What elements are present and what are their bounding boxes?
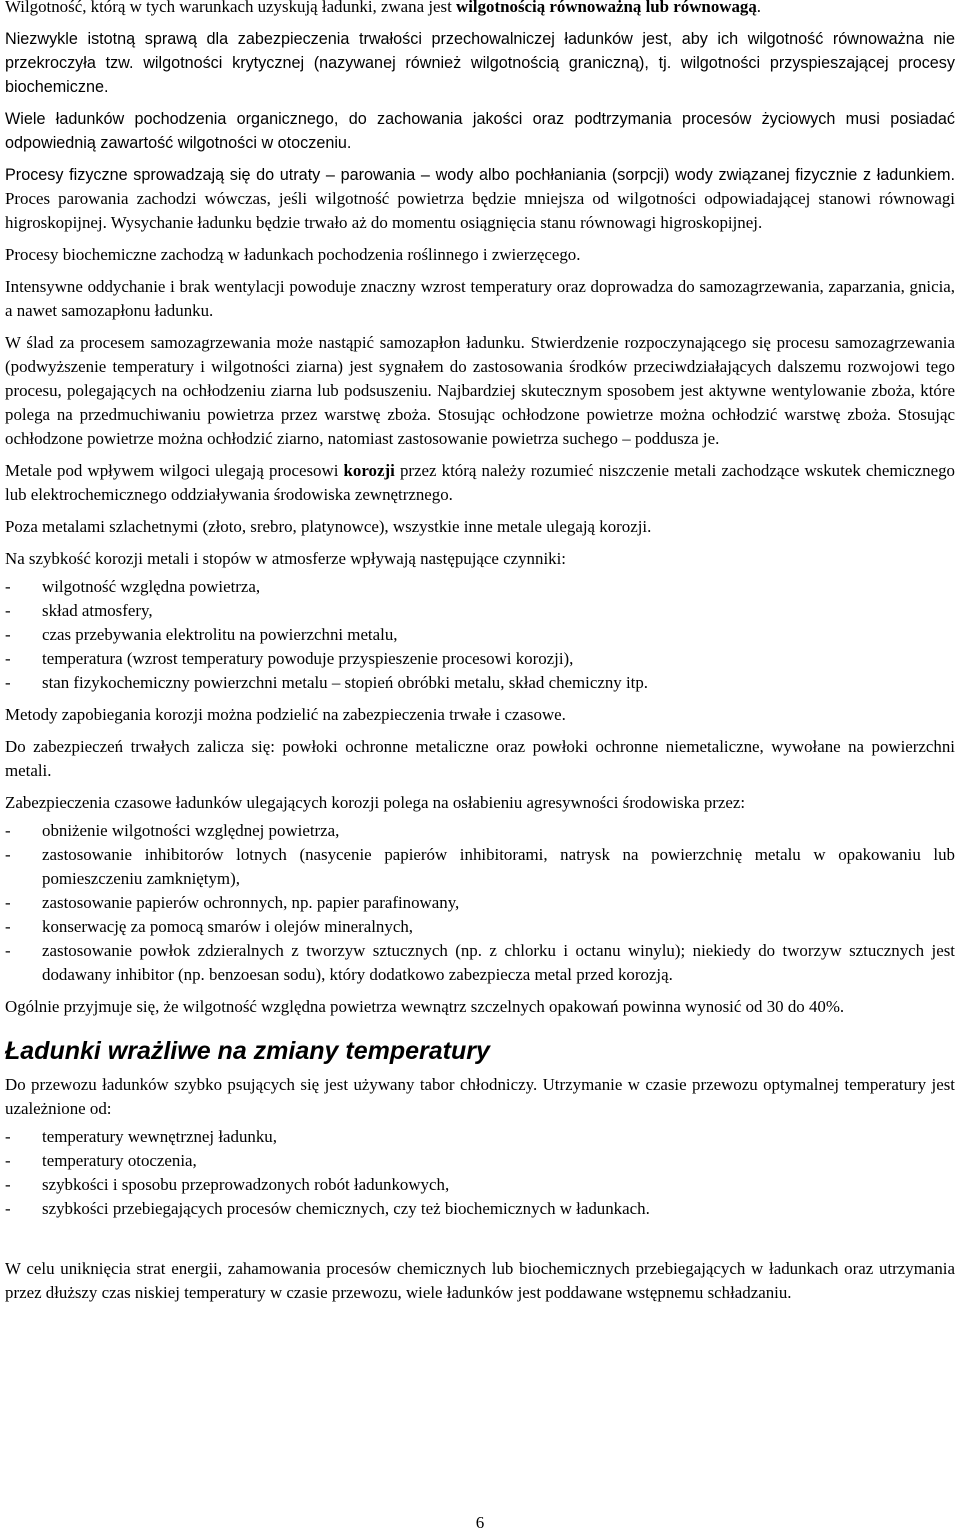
list-dash: - bbox=[5, 917, 11, 936]
paragraph-critical-moisture: Niezwykle istotną sprawą dla zabezpieczenia trwałości przechowalniczej ładunków jest, aby ich wilgotność równoważna nie przekroczyła tzw. wilgotności krytycznej (nazywanej również wilgotnością graniczną), tj. wilgotności przyspieszającej procesy biochemiczne. bbox=[5, 30, 955, 96]
paragraph-precooling: W celu uniknięcia strat energii, zahamowania procesów chemicznych lub biochemicznych przebiegających w ładunkach oraz utrzymania przez dłuższy czas niskiej temperatury w czasie przewozu, wiele ładunków jest poddawane wstępnemu schładzaniu. bbox=[5, 1259, 955, 1302]
paragraph-prevention-methods: Metody zapobiegania korozji można podzielić na zabezpieczenia trwałe i czasowe. bbox=[5, 705, 566, 724]
list-dash: - bbox=[5, 845, 11, 864]
list-item-text: obniżenie wilgotności względnej powietrza, bbox=[42, 821, 340, 840]
list-item-text: temperatura (wzrost temperatury powoduje przyspieszenie procesowi korozji), bbox=[42, 649, 574, 668]
paragraph-corrosion-definition bbox=[5, 459, 955, 507]
list-item bbox=[5, 599, 955, 623]
paragraph-organic-cargo: Wiele ładunków pochodzenia organicznego, do zachowania jakości oraz podtrzymania procesów życiowych musi posiadać odpowiednią zawartość wilgotności w otoczeniu. bbox=[5, 110, 955, 152]
list-dash: - bbox=[5, 649, 11, 668]
list-dash: - bbox=[5, 673, 11, 692]
list-item bbox=[5, 623, 955, 647]
list-dash: - bbox=[5, 893, 11, 912]
list-temporary-protection bbox=[5, 819, 955, 987]
paragraph-biochemical-processes: Procesy biochemiczne zachodzą w ładunkach pochodzenia roślinnego i zwierzęcego. bbox=[5, 245, 581, 264]
paragraph-respiration: Intensywne oddychanie i brak wentylacji powoduje znaczny wzrost temperatury oraz doprowadza do samozagrzewania, zaparzania, gnicia, a nawet samozapłonu ładunku. bbox=[5, 277, 955, 320]
list-item bbox=[5, 1197, 955, 1221]
list-item bbox=[5, 939, 955, 987]
list-item-text: szybkości przebiegających procesów chemicznych, czy też biochemicznych w ładunkach. bbox=[42, 1199, 650, 1218]
list-item bbox=[5, 915, 955, 939]
list-item-text: wilgotność względna powietrza, bbox=[42, 577, 261, 596]
paragraph-noble-metals: Poza metalami szlachetnymi (złoto, srebro, platynowce), wszystkie inne metale ulegają korozji. bbox=[5, 517, 652, 536]
paragraph-permanent-protection: Do zabezpieczeń trwałych zalicza się: powłoki ochronne metaliczne oraz powłoki ochronne niemetaliczne, wywołane na powierzchni metali. bbox=[5, 737, 955, 780]
paragraph-text: Metale pod wpływem wilgoci ulegają procesowi bbox=[5, 461, 344, 480]
list-item-text: szybkości i sposobu przeprowadzonych robót ładunkowych, bbox=[42, 1175, 450, 1194]
paragraph-self-heating: W ślad za procesem samozagrzewania może nastąpić samozapłon ładunku. Stwierdzenie rozpoczynającego się procesu samozagrzewania (podwyższenie temperatury i wilgotności ziarna) jest sygnałem do zastosowania środków przeciwdziałających dalszemu rozwojowi tego procesu, polegających na ochłodzeniu ziarna lub podsuszeniu. Najbardziej skutecznym sposobem jest aktywne wentylowanie zboża, które polega na przedmuchiwaniu powietrza przez warstwę zboża. Stosując ochłodzone powietrze można ochłodzić warstwę zboża. Stosując ochłodzone powietrze można ochłodzić ziarno, natomiast zastosowanie powietrza suchego – poddusza je. bbox=[5, 333, 955, 448]
list-item bbox=[5, 1149, 955, 1173]
paragraph-text: . bbox=[756, 0, 762, 16]
list-dash: - bbox=[5, 941, 11, 960]
paragraph-text: Proces parowania zachodzi wówczas, jeśli wilgotność powietrza będzie mniejsza od wilgotności odpowiadającej stanowi równowagi higroskopijnej. Wysychanie ładunku będzie trwało aż do momentu osiągnięcia stanu równowagi higroskopijnej. bbox=[5, 189, 955, 232]
list-item bbox=[5, 819, 955, 843]
list-item-text: konserwację za pomocą smarów i olejów mineralnych, bbox=[42, 917, 413, 936]
list-dash: - bbox=[5, 577, 11, 596]
list-item bbox=[5, 1173, 955, 1197]
list-item-text: temperatury otoczenia, bbox=[42, 1151, 197, 1170]
paragraph-corrosion-factors-intro: Na szybkość korozji metali i stopów w atmosferze wpływają następujące czynniki: bbox=[5, 549, 566, 568]
list-item-text: stan fizykochemiczny powierzchni metalu – stopień obróbki metalu, skład chemiczny itp. bbox=[42, 673, 649, 692]
bold-term-equilibrium: wilgotnością równoważną lub równowagą bbox=[456, 0, 757, 16]
page-number: 6 bbox=[475, 1513, 485, 1532]
list-item bbox=[5, 891, 955, 915]
list-item-text: czas przebywania elektrolitu na powierzchni metalu, bbox=[42, 625, 398, 644]
list-temperature-factors bbox=[5, 1125, 955, 1221]
list-item-text: skład atmosfery, bbox=[42, 601, 153, 620]
paragraph-physical-processes bbox=[5, 163, 955, 235]
list-dash: - bbox=[5, 625, 11, 644]
list-corrosion-factors bbox=[5, 575, 955, 695]
list-dash: - bbox=[5, 601, 11, 620]
list-item bbox=[5, 1125, 955, 1149]
paragraph-text: przez którą należy rozumieć niszczenie metali zachodzące wskutek chemicznego lub elektrochemicznego oddziaływania środowiska zewnętrznego. bbox=[5, 461, 955, 504]
bold-term-corrosion: korozji bbox=[343, 461, 395, 480]
section-heading: Ładunki wrażliwe na zmiany temperatury bbox=[5, 1037, 490, 1065]
list-item-text: zastosowanie powłok zdzieralnych z tworzyw sztucznych (np. z chlorku i octanu winylu); niekiedy do tworzyw sztucznych jest dodawany inhibitor (np. benzoesan sodu), który dodatkowo zabezpiecza metal przed korozją. bbox=[42, 941, 955, 984]
list-dash: - bbox=[5, 1127, 11, 1146]
list-item-text: temperatury wewnętrznej ładunku, bbox=[42, 1127, 277, 1146]
paragraph-text: Procesy fizyczne sprowadzają się do utraty – parowania – wody albo pochłaniania (sorpcji) wody związanej fizycznie z ładunkiem. bbox=[5, 166, 955, 184]
list-dash: - bbox=[5, 1175, 11, 1194]
list-item bbox=[5, 671, 955, 695]
paragraph-text: Wilgotność, którą w tych warunkach uzyskują ładunki, zwana jest bbox=[5, 0, 457, 16]
list-dash: - bbox=[5, 1199, 11, 1218]
paragraph-temporary-protection-intro: Zabezpieczenia czasowe ładunków ulegających korozji polega na osłabieniu agresywności środowiska przez: bbox=[5, 793, 746, 812]
list-dash: - bbox=[5, 1151, 11, 1170]
list-dash: - bbox=[5, 821, 11, 840]
list-item bbox=[5, 647, 955, 671]
paragraph-equilibrium-moisture bbox=[5, 0, 955, 19]
spacer bbox=[5, 1229, 955, 1257]
paragraph-humidity-range: Ogólnie przyjmuje się, że wilgotność względna powietrza wewnątrz szczelnych opakowań powinna wynosić od 30 do 40%. bbox=[5, 997, 845, 1016]
list-item-text: zastosowanie papierów ochronnych, np. papier parafinowany, bbox=[42, 893, 460, 912]
paragraph-refrigerated-transport: Do przewozu ładunków szybko psujących się jest używany tabor chłodniczy. Utrzymanie w czasie przewozu optymalnej temperatury jest uzależnione od: bbox=[5, 1075, 955, 1118]
list-item-text: zastosowanie inhibitorów lotnych (nasycenie papierów inhibitorami, natrysk na powierzchnię metalu w opakowaniu lub pomieszczeniu zamkniętym), bbox=[42, 845, 955, 888]
list-item bbox=[5, 575, 955, 599]
list-item bbox=[5, 843, 955, 891]
